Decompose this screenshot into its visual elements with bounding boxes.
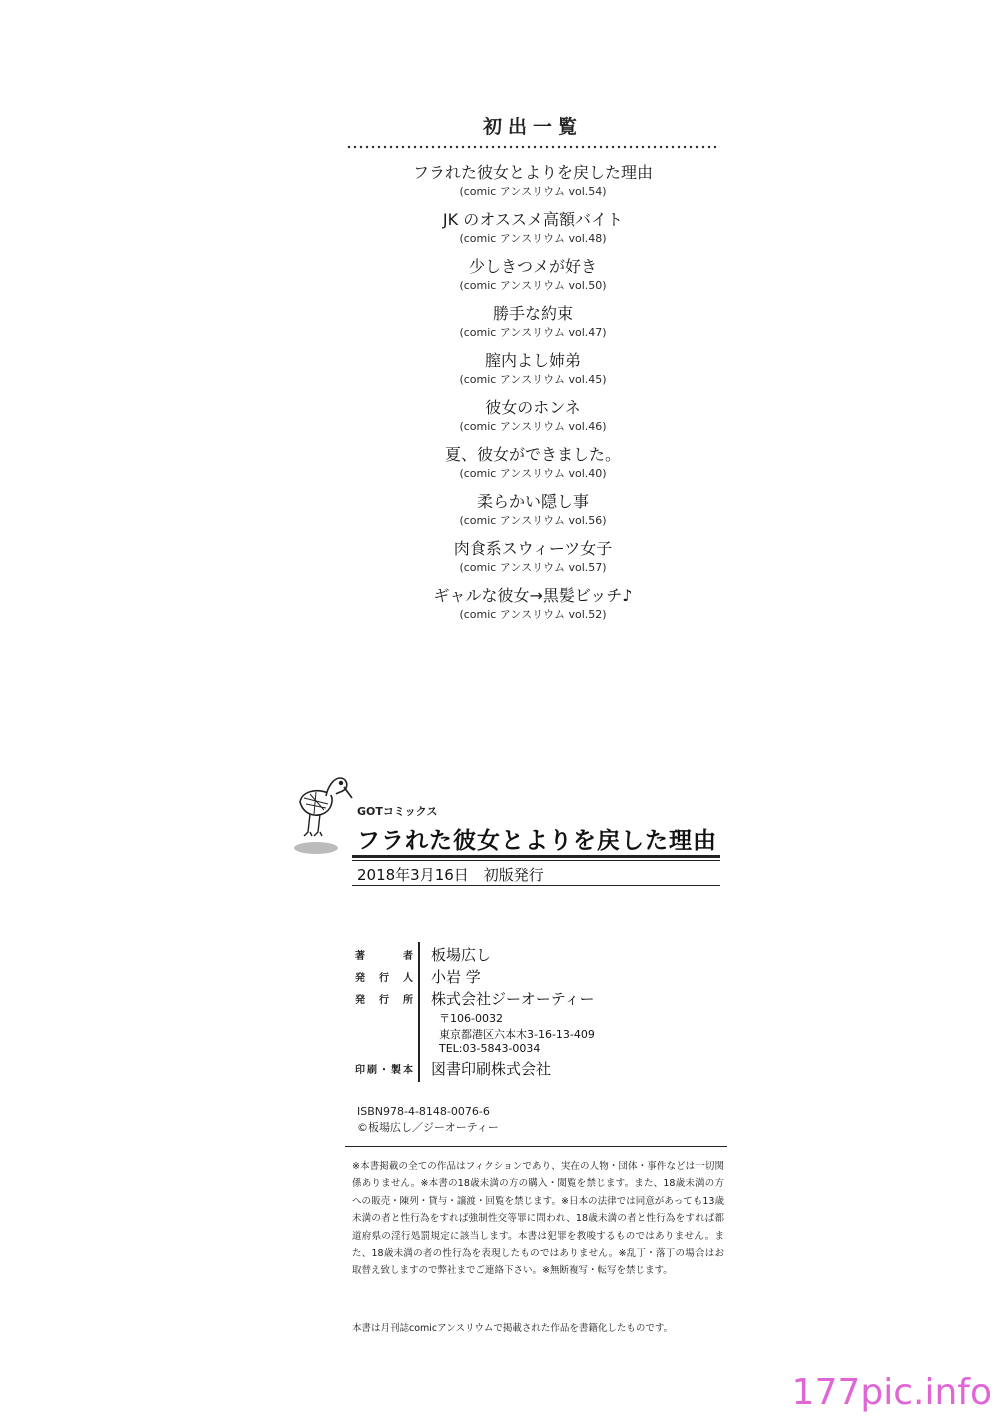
toc-item <box>333 444 733 491</box>
divider <box>352 855 720 858</box>
credit-label: 著者 <box>355 951 413 962</box>
toc-item-source: (comic アンスリウム vol.48) <box>459 232 607 245</box>
toc-item <box>333 350 733 397</box>
phone-number: TEL:03-5843-0034 <box>439 1042 541 1055</box>
street-address: 東京都港区六本木3-16-13-409 <box>439 1028 595 1041</box>
label-imprint: GOTコミックス <box>357 805 438 818</box>
toc-item <box>333 491 733 538</box>
isbn: ISBN978-4-8148-0076-6 <box>357 1105 490 1118</box>
toc-item-source: (comic アンスリウム vol.57) <box>459 561 607 574</box>
credit-value: 図書印刷株式会社 <box>431 1060 552 1078</box>
toc-item-title: 彼女のホンネ <box>485 398 581 417</box>
watermark: 177pic.info <box>791 1372 992 1413</box>
toc-item-source: (comic アンスリウム vol.47) <box>459 326 607 339</box>
credit-label: 印刷・製本 <box>355 1065 413 1076</box>
toc-item-source: (comic アンスリウム vol.56) <box>459 514 607 527</box>
credit-row-publisher-person <box>355 966 695 988</box>
toc-item-title: ギャルな彼女→黒髪ビッチ♪ <box>433 586 633 605</box>
divider <box>352 885 720 886</box>
toc-item-source: (comic アンスリウム vol.50) <box>459 279 607 292</box>
credit-value: 小岩 学 <box>431 968 481 986</box>
bird-mascot-icon <box>286 768 356 858</box>
credit-label: 発行所 <box>355 995 413 1006</box>
toc-item-source: (comic アンスリウム vol.40) <box>459 467 607 480</box>
toc-item-title: 夏、彼女ができました。 <box>444 445 621 464</box>
divider <box>352 860 720 861</box>
copyright: ©板場広し／ジーオーティー <box>357 1121 499 1134</box>
toc-item-title: 膣内よし姉弟 <box>484 351 581 370</box>
toc-item-title: 柔らかい隠し事 <box>476 492 589 511</box>
credits-table <box>355 944 695 1080</box>
credit-value: 板場広し <box>431 946 492 964</box>
toc-item <box>333 256 733 303</box>
credit-row-author <box>355 944 695 966</box>
credit-value: 株式会社ジーオーティー <box>431 990 595 1008</box>
book-title: フラれた彼女とよりを戻した理由 <box>357 828 717 854</box>
toc-item <box>333 538 733 585</box>
legal-notice: ※本書掲載の全ての作品はフィクションであり、実在の人物・団体・事件などは一切関係ありません。※本書の18歳未満の方の購入・閲覧を禁じます。また、18歳未満の方への販売・陳列・貸与・譲渡・回覧を禁じます。※日本の法律では同意があっても13歳未満の者と性行為をすれば強制性交等罪に問われ、18歳未満の者と性行為をすれば都道府県の淫行処罰規定に該当します。本書は犯罪を教唆するものではありません。また、18歳未満の者の性行為を表現したものではありません。※乱丁・落丁の場合はお取替え致しますので弊社までご連絡下さい。※無断複写・転写を禁じます。 <box>352 1161 724 1277</box>
credit-label: 発行人 <box>355 973 413 984</box>
toc-item-title: JK のオススメ高額バイト <box>442 210 624 229</box>
publication-date: 2018年3月16日 初版発行 <box>357 866 544 884</box>
divider <box>345 1146 727 1147</box>
postal-code: 〒106-0032 <box>439 1012 503 1025</box>
credit-row-publisher <box>355 988 695 1058</box>
dotted-divider <box>346 145 720 149</box>
toc-heading: 初出一覧 <box>482 116 583 138</box>
toc-item-title: フラれた彼女とよりを戻した理由 <box>412 163 653 182</box>
isbn-block <box>357 1104 499 1136</box>
toc-item-source: (comic アンスリウム vol.46) <box>459 420 607 433</box>
toc-list <box>333 162 733 632</box>
toc-item-title: 少しきつメが好き <box>468 257 597 276</box>
toc-item <box>333 585 733 632</box>
toc-item-source: (comic アンスリウム vol.52) <box>459 608 607 621</box>
toc-item-title: 勝手な約束 <box>492 304 573 323</box>
toc-item-source: (comic アンスリウム vol.54) <box>459 185 607 198</box>
toc-item-source: (comic アンスリウム vol.45) <box>459 373 607 386</box>
credit-row-printer <box>355 1058 695 1080</box>
toc-item <box>333 397 733 444</box>
toc-item <box>333 162 733 209</box>
toc-item-title: 肉食系スウィーツ女子 <box>453 539 613 558</box>
footnote: 本書は月刊誌comicアンスリウムで掲載された作品を書籍化したものです。 <box>352 1323 674 1334</box>
toc-item <box>333 303 733 350</box>
toc-item <box>333 209 733 256</box>
